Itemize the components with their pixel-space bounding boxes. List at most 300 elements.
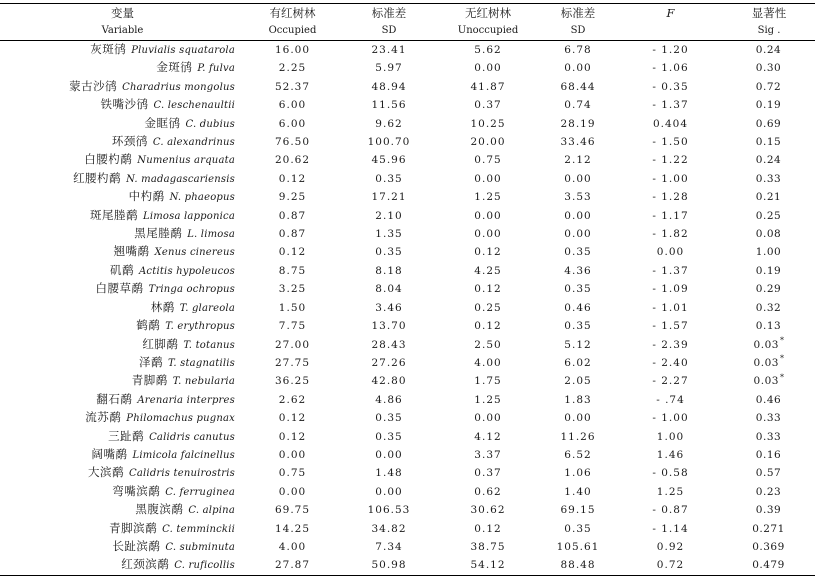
unoccupied-sd-cell: 69.15: [560, 504, 596, 517]
header-variable-en: Variable: [0, 22, 245, 41]
species-cell: [0, 538, 245, 556]
species-latin-name: P. fulva: [197, 63, 235, 75]
significance-star: *: [779, 336, 785, 345]
unoccupied-sd-cell: 88.48: [538, 556, 618, 575]
occupied-mean-cell: 0.12: [278, 172, 307, 185]
unoccupied-sd-cell: 105.61: [556, 540, 600, 553]
significance-value: 0.39: [755, 504, 782, 517]
significance-cell: [723, 59, 815, 77]
species-chinese-name: 矶鹬: [110, 262, 134, 277]
table-row: [0, 115, 815, 133]
occupied-mean-cell: 14.25: [274, 522, 311, 535]
header-sd1-zh: 标准差: [371, 6, 407, 20]
occupied-sd-cell: 7.34: [375, 540, 403, 553]
species-chinese-name: 青脚鹬: [131, 373, 168, 388]
species-latin-name: L. limosa: [187, 229, 235, 241]
header-sd1-en: SD: [340, 22, 438, 41]
table-row: [0, 501, 815, 519]
occupied-sd-cell: 13.70: [371, 320, 407, 333]
occupied-sd-cell: 27.26: [371, 356, 407, 369]
table-row: [0, 556, 815, 575]
species-chinese-name: 白腰草鹬: [95, 281, 144, 296]
species-latin-name: Actitis hypoleucos: [139, 265, 235, 277]
occupied-mean-cell: 52.37: [274, 80, 311, 93]
unoccupied-sd-cell: 0.00: [564, 209, 592, 222]
significance-cell: [723, 520, 815, 538]
unoccupied-sd-cell: 1.40: [564, 485, 592, 498]
significance-value: 0.271: [752, 522, 785, 535]
significance-cell: [723, 446, 815, 464]
f-value-cell: - 0.35: [652, 80, 689, 93]
unoccupied-mean-cell: 38.75: [470, 540, 506, 553]
unoccupied-sd-cell: 33.46: [560, 136, 596, 149]
species-chinese-name: 林鹬: [150, 299, 175, 314]
occupied-mean-cell: 0.87: [278, 228, 307, 241]
table-row: [0, 372, 815, 390]
unoccupied-mean-cell: 0.25: [474, 301, 502, 314]
unoccupied-mean-cell: 0.00: [474, 412, 502, 425]
occupied-sd-cell: 0.35: [375, 412, 403, 425]
unoccupied-mean-cell: 0.12: [474, 246, 502, 259]
significance-value: 0.03: [753, 338, 779, 351]
table-row: [0, 409, 815, 427]
species-latin-name: N. phaeopus: [169, 192, 235, 204]
significance-cell: [723, 556, 815, 575]
occupied-mean-cell: 1.50: [278, 301, 307, 314]
species-latin-name: C. temminckii: [162, 523, 235, 535]
unoccupied-mean-cell: 41.87: [470, 80, 506, 93]
unoccupied-sd-cell: 0.00: [564, 228, 592, 241]
species-cell: [0, 336, 245, 354]
species-latin-name: Xenus cinereus: [154, 247, 235, 259]
unoccupied-mean-cell: 3.37: [474, 448, 502, 461]
unoccupied-mean-cell: 0.12: [474, 320, 502, 333]
occupied-mean-cell: 0.00: [278, 485, 307, 498]
table-header: [0, 4, 815, 41]
table-row: [0, 207, 815, 225]
significance-cell: [723, 354, 815, 372]
unoccupied-mean-cell: 54.12: [438, 556, 538, 575]
species-latin-name: Tringa ochropus: [148, 284, 235, 296]
f-value-cell: 0.404: [652, 117, 689, 130]
unoccupied-mean-cell: 0.00: [474, 209, 502, 222]
species-latin-name: C. alexandrinus: [152, 137, 235, 149]
species-chinese-name: 阔嘴鹬: [91, 446, 128, 461]
f-value-cell: - 1.00: [652, 172, 689, 185]
species-latin-name: Calidris tenuirostris: [129, 468, 235, 480]
significance-cell: [723, 96, 815, 114]
unoccupied-sd-cell: 11.26: [560, 430, 596, 443]
unoccupied-sd-cell: 5.12: [564, 338, 592, 351]
significance-value: 0.33: [755, 430, 782, 443]
significance-value: 0.19: [755, 99, 782, 112]
f-value-cell: 0.72: [618, 556, 723, 575]
species-cell: [0, 520, 245, 538]
f-value-cell: - 1.01: [652, 301, 689, 314]
occupied-mean-cell: 6.00: [278, 99, 307, 112]
f-value-cell: 1.46: [656, 448, 685, 461]
unoccupied-sd-cell: 0.00: [564, 412, 592, 425]
significance-cell: [723, 170, 815, 188]
species-latin-name: C. alpina: [188, 505, 235, 517]
f-value-cell: 1.25: [656, 485, 685, 498]
species-cell: [0, 133, 245, 151]
f-value-cell: 1.00: [656, 430, 685, 443]
unoccupied-sd-cell: 68.44: [560, 80, 596, 93]
species-chinese-name: 黑尾塍鹬: [134, 226, 183, 241]
table-row: [0, 520, 815, 538]
species-chinese-name: 斑尾塍鹬: [90, 207, 138, 222]
occupied-sd-cell: 17.21: [371, 191, 407, 204]
significance-cell: [723, 483, 815, 501]
occupied-mean-cell: 36.25: [274, 375, 311, 388]
species-chinese-name: 红腰杓鹬: [73, 170, 122, 185]
f-value-cell: - 0.58: [652, 467, 689, 480]
significance-cell: [723, 391, 815, 409]
unoccupied-sd-cell: 0.46: [564, 301, 592, 314]
significance-cell: [723, 41, 815, 60]
unoccupied-mean-cell: 1.75: [474, 375, 502, 388]
unoccupied-mean-cell: 4.00: [474, 356, 502, 369]
unoccupied-sd-cell: 0.35: [564, 246, 592, 259]
unoccupied-sd-cell: 1.83: [564, 393, 592, 406]
species-cell: [0, 372, 245, 390]
table-row: [0, 170, 815, 188]
significance-star: *: [779, 354, 785, 364]
f-value-cell: - 1.14: [652, 522, 689, 535]
occupied-mean-cell: 7.75: [278, 320, 307, 333]
species-chinese-name: 弯嘴滨鹬: [112, 483, 161, 498]
significance-value: 0.30: [755, 62, 782, 75]
species-latin-name: T. totanus: [183, 339, 235, 351]
species-latin-name: Charadrius mongolus: [122, 81, 235, 93]
table-row: [0, 59, 815, 77]
species-cell: [0, 115, 245, 133]
unoccupied-sd-cell: 3.53: [564, 191, 592, 204]
significance-value: 0.72: [755, 80, 782, 93]
species-chinese-name: 环颈鸻: [111, 134, 148, 149]
unoccupied-sd-cell: 0.35: [564, 522, 592, 535]
species-latin-name: Numenius arquata: [137, 155, 235, 167]
species-chinese-name: 金斑鸻: [156, 60, 193, 75]
unoccupied-mean-cell: 5.62: [474, 44, 502, 56]
species-chinese-name: 铁嘴沙鸻: [100, 97, 149, 112]
significance-cell: [723, 207, 815, 225]
occupied-mean-cell: 2.25: [278, 62, 307, 75]
header-unoccupied-en: Unoccupied: [438, 22, 538, 41]
f-value-cell: - 1.17: [652, 209, 689, 222]
table-body: [0, 41, 815, 576]
species-latin-name: C. dubius: [185, 118, 235, 130]
unoccupied-mean-cell: 30.62: [470, 504, 506, 517]
significance-cell: [723, 133, 815, 151]
occupied-sd-cell: 1.35: [375, 228, 403, 241]
unoccupied-mean-cell: 4.12: [474, 430, 502, 443]
species-latin-name: C. ruficollis: [174, 560, 235, 572]
table-row: [0, 188, 815, 206]
species-chinese-name: 长趾滨鹬: [112, 538, 161, 553]
species-latin-name: Limosa lapponica: [143, 210, 235, 222]
occupied-mean-cell: 3.25: [278, 283, 307, 296]
species-cell: [0, 151, 245, 169]
species-cell: [0, 170, 245, 188]
species-chinese-name: 翘嘴鹬: [113, 244, 150, 259]
header-variable-zh: 变量: [111, 6, 134, 20]
significance-cell: [723, 151, 815, 169]
unoccupied-sd-cell: 2.05: [564, 375, 592, 388]
occupied-sd-cell: 100.70: [367, 136, 411, 149]
header-sig-en: Sig .: [723, 22, 815, 41]
occupied-mean-cell: 0.87: [278, 209, 307, 222]
species-cell: [0, 299, 245, 317]
species-cell: [0, 59, 245, 77]
unoccupied-sd-cell: 4.36: [564, 264, 592, 277]
occupied-sd-cell: 0.35: [375, 430, 403, 443]
occupied-mean-cell: 27.87: [245, 556, 340, 575]
unoccupied-mean-cell: 0.62: [474, 485, 502, 498]
significance-cell: [723, 280, 815, 298]
occupied-sd-cell: 0.35: [375, 172, 403, 185]
significance-star: *: [779, 372, 785, 382]
species-cell: [0, 78, 245, 96]
species-cell: [0, 225, 245, 243]
occupied-mean-cell: 0.75: [278, 467, 307, 480]
species-cell: [0, 188, 245, 206]
occupied-sd-cell: 50.98: [340, 556, 438, 575]
unoccupied-sd-cell: 6.02: [564, 356, 592, 369]
occupied-sd-cell: 23.41: [371, 44, 407, 56]
significance-value: 0.29: [755, 283, 782, 296]
unoccupied-mean-cell: 1.25: [474, 393, 502, 406]
f-value-cell: - 1.06: [652, 62, 689, 75]
significance-cell: [723, 538, 815, 556]
unoccupied-sd-cell: 6.78: [564, 44, 592, 56]
unoccupied-sd-cell: 2.12: [564, 154, 592, 167]
significance-cell: [723, 501, 815, 519]
species-cell: [0, 483, 245, 501]
species-latin-name: C. leschenaultii: [153, 100, 235, 112]
f-value-cell: - 1.00: [652, 412, 689, 425]
table-row: [0, 336, 815, 354]
f-value-cell: - 1.09: [652, 283, 689, 296]
significance-cell: [723, 78, 815, 96]
occupied-sd-cell: 0.00: [375, 485, 403, 498]
occupied-mean-cell: 20.62: [274, 154, 311, 167]
significance-value: 0.369: [752, 540, 785, 553]
species-chinese-name: 青脚滨鹬: [109, 520, 158, 535]
species-latin-name: N. madagascariensis: [126, 173, 235, 185]
occupied-mean-cell: 0.12: [278, 430, 307, 443]
significance-value: 0.24: [755, 154, 782, 167]
f-value-cell: 0.92: [656, 540, 685, 553]
occupied-sd-cell: 0.35: [375, 246, 403, 259]
table-row: [0, 41, 815, 60]
unoccupied-mean-cell: 2.50: [474, 338, 502, 351]
significance-value: 0.25: [755, 209, 782, 222]
significance-cell: [723, 188, 815, 206]
table-row: [0, 538, 815, 556]
occupied-sd-cell: 0.00: [375, 448, 403, 461]
unoccupied-sd-cell: 0.74: [564, 99, 592, 112]
unoccupied-mean-cell: 10.25: [470, 117, 506, 130]
f-value-cell: - 1.37: [652, 264, 689, 277]
species-cell: [0, 556, 245, 575]
unoccupied-mean-cell: 0.00: [474, 62, 502, 75]
significance-value: 0.33: [755, 412, 782, 425]
species-chinese-name: 蒙古沙鸻: [69, 78, 118, 93]
occupied-sd-cell: 8.04: [375, 283, 403, 296]
table-row: [0, 151, 815, 169]
species-cell: [0, 409, 245, 427]
occupied-sd-cell: 2.10: [375, 209, 403, 222]
table-row: [0, 78, 815, 96]
unoccupied-mean-cell: 4.25: [474, 264, 502, 277]
table-row: [0, 354, 815, 372]
occupied-mean-cell: 0.00: [278, 448, 307, 461]
f-value-cell: - 1.50: [652, 136, 689, 149]
species-chinese-name: 三趾鹬: [108, 428, 145, 443]
significance-value: 0.08: [755, 228, 782, 241]
unoccupied-sd-cell: 0.00: [564, 62, 592, 75]
unoccupied-sd-cell: 28.19: [560, 117, 596, 130]
f-value-cell: - 1.37: [652, 99, 689, 112]
species-latin-name: C. ferruginea: [165, 486, 235, 498]
significance-value: 0.03: [753, 375, 779, 388]
significance-cell: [723, 317, 815, 335]
significance-value: 0.23: [755, 485, 782, 498]
species-latin-name: T. nebularia: [172, 376, 235, 388]
significance-cell: [723, 464, 815, 482]
species-latin-name: T. glareola: [179, 302, 235, 314]
species-cell: [0, 41, 245, 60]
species-cell: [0, 262, 245, 280]
species-latin-name: T. erythropus: [165, 321, 235, 333]
occupied-mean-cell: 27.75: [274, 356, 311, 369]
table-row: [0, 464, 815, 482]
species-chinese-name: 红脚鹬: [142, 336, 179, 351]
species-cell: [0, 317, 245, 335]
species-cell: [0, 464, 245, 482]
occupied-mean-cell: 2.62: [278, 393, 307, 406]
occupied-sd-cell: 4.86: [375, 393, 403, 406]
table-row: [0, 446, 815, 464]
f-value-cell: - 1.20: [652, 44, 689, 56]
f-value-cell: 0.00: [656, 246, 685, 259]
f-value-cell: - 1.57: [652, 320, 689, 333]
occupied-mean-cell: 0.12: [278, 246, 307, 259]
significance-cell: [723, 225, 815, 243]
unoccupied-mean-cell: 0.37: [474, 99, 502, 112]
significance-value: 0.19: [755, 264, 782, 277]
header-f: F: [666, 6, 675, 20]
species-latin-name: Philomachus pugnax: [126, 413, 235, 425]
species-latin-name: Arenaria interpres: [137, 394, 235, 406]
occupied-sd-cell: 11.56: [371, 99, 407, 112]
occupied-mean-cell: 69.75: [274, 504, 311, 517]
unoccupied-sd-cell: 0.35: [564, 320, 592, 333]
species-chinese-name: 中杓鹬: [128, 189, 165, 204]
f-value-cell: - 1.22: [652, 154, 689, 167]
f-value-cell: - 1.28: [652, 191, 689, 204]
table-row: [0, 483, 815, 501]
species-latin-name: Limicola falcinellus: [132, 449, 235, 461]
f-value-cell: - 2.27: [652, 375, 689, 388]
header-sd2-en: SD: [538, 22, 618, 41]
species-latin-name: Calidris canutus: [149, 431, 235, 443]
species-chinese-name: 翻石鹬: [96, 391, 133, 406]
unoccupied-mean-cell: 0.12: [474, 522, 502, 535]
unoccupied-mean-cell: 0.12: [474, 283, 502, 296]
significance-value: 0.16: [755, 448, 782, 461]
species-cell: [0, 501, 245, 519]
header-sd2-zh: 标准差: [560, 6, 596, 20]
occupied-sd-cell: 42.80: [371, 375, 407, 388]
unoccupied-mean-cell: 0.00: [474, 172, 502, 185]
significance-value: 0.32: [755, 301, 782, 314]
unoccupied-mean-cell: 0.75: [474, 154, 502, 167]
unoccupied-mean-cell: 0.00: [474, 228, 502, 241]
table-row: [0, 391, 815, 409]
significance-value: 0.03: [753, 356, 779, 369]
species-cell: [0, 354, 245, 372]
species-cell: [0, 428, 245, 446]
occupied-sd-cell: 34.82: [371, 522, 407, 535]
statistics-table: [0, 3, 815, 576]
table-row: [0, 299, 815, 317]
occupied-mean-cell: 9.25: [278, 191, 307, 204]
occupied-mean-cell: 6.00: [278, 117, 307, 130]
species-chinese-name: 泽鹬: [138, 354, 163, 369]
f-value-cell: - 2.40: [652, 356, 689, 369]
header-unoccupied-zh: 无红树林: [465, 6, 511, 20]
table-row: [0, 428, 815, 446]
species-chinese-name: 红颈滨鹬: [121, 557, 170, 572]
table-row: [0, 133, 815, 151]
f-value-cell: - 1.82: [652, 228, 689, 241]
occupied-sd-cell: 1.48: [375, 467, 403, 480]
occupied-sd-cell: 48.94: [371, 80, 407, 93]
significance-cell: [723, 336, 815, 354]
significance-value: 0.69: [755, 117, 782, 130]
f-value-cell: - .74: [656, 393, 685, 406]
table-row: [0, 225, 815, 243]
unoccupied-sd-cell: 0.35: [564, 283, 592, 296]
occupied-sd-cell: 28.43: [371, 338, 407, 351]
species-cell: [0, 96, 245, 114]
significance-cell: [723, 299, 815, 317]
occupied-mean-cell: 16.00: [274, 44, 311, 56]
species-chinese-name: 流苏鹬: [85, 410, 122, 425]
species-latin-name: Pluvialis squatarola: [131, 45, 235, 56]
unoccupied-mean-cell: 0.37: [474, 467, 502, 480]
table-row: [0, 96, 815, 114]
unoccupied-sd-cell: 0.00: [564, 172, 592, 185]
header-f-en: [618, 22, 723, 41]
occupied-sd-cell: 45.96: [371, 154, 407, 167]
significance-value: 0.24: [755, 44, 782, 56]
significance-cell: [723, 115, 815, 133]
occupied-mean-cell: 76.50: [274, 136, 311, 149]
species-cell: [0, 207, 245, 225]
significance-value: 1.00: [755, 246, 782, 259]
significance-value: 0.21: [755, 191, 782, 204]
species-latin-name: C. subminuta: [165, 541, 235, 553]
significance-value: 0.15: [755, 136, 782, 149]
f-value-cell: - 2.39: [652, 338, 689, 351]
species-chinese-name: 灰斑鸻: [90, 42, 127, 56]
unoccupied-sd-cell: 6.52: [564, 448, 592, 461]
unoccupied-mean-cell: 20.00: [470, 136, 506, 149]
